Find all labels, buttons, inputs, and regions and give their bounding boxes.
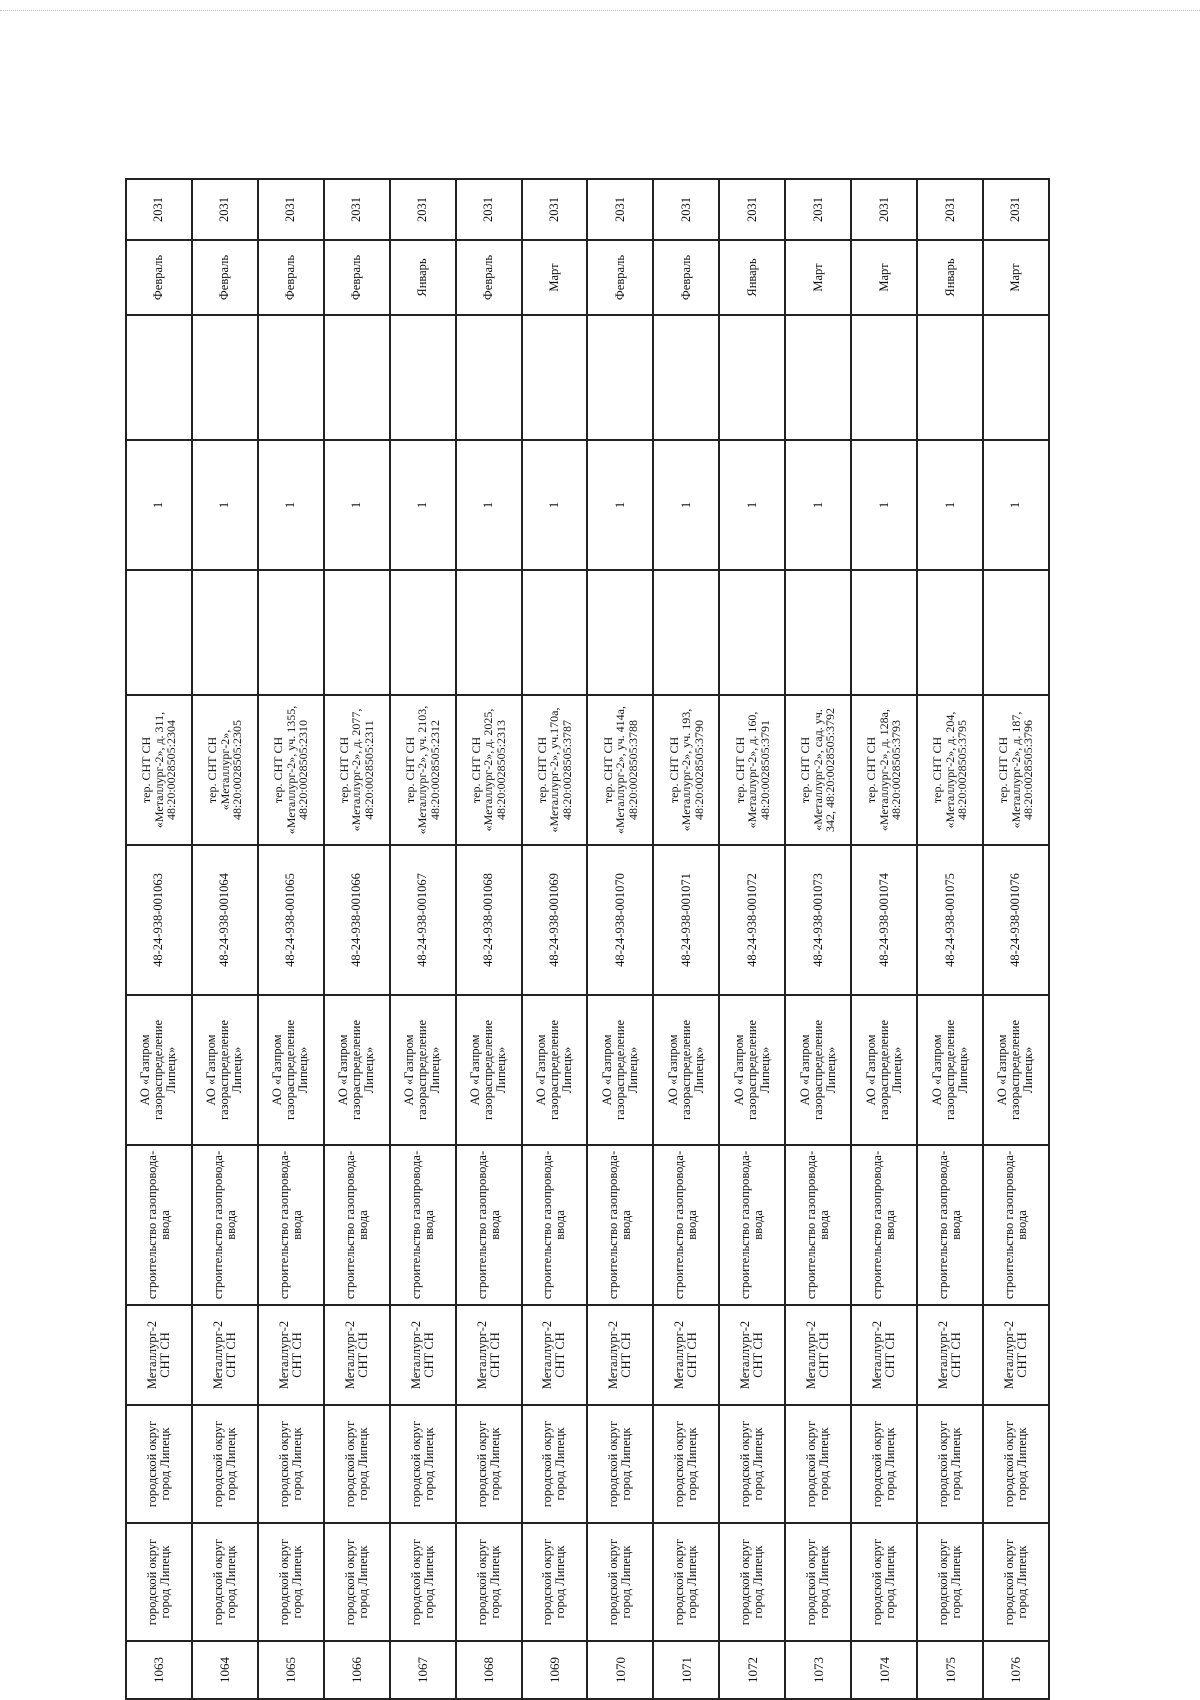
work-type-cell: строительство газопровода-ввода xyxy=(390,1145,456,1305)
municipal-district-cell: городской округ город Липецк xyxy=(719,1523,785,1641)
year-cell: 2031 xyxy=(390,179,456,240)
settlement-cell: городской округ город Липецк xyxy=(653,1405,719,1523)
year-cell: 2031 xyxy=(522,179,588,240)
empty-cell xyxy=(587,570,653,695)
year-cell: 2031 xyxy=(192,179,258,240)
gasification-schedule-table xyxy=(125,178,1050,1700)
organization-cell: АО «Газпром газораспределение Липецк» xyxy=(785,995,851,1145)
table-row xyxy=(917,179,983,1699)
organization-cell: АО «Газпром газораспределение Липецк» xyxy=(324,995,390,1145)
object-code-cell: 48-24-938-001066 xyxy=(324,845,390,995)
snt-name-cell: Металлург-2 СНТ СН xyxy=(324,1305,390,1405)
organization-cell: АО «Газпром газораспределение Липецк» xyxy=(192,995,258,1145)
snt-name-cell: Металлург-2 СНТ СН xyxy=(983,1305,1049,1405)
empty-cell xyxy=(126,315,192,440)
row-number-cell: 1065 xyxy=(258,1641,324,1699)
organization-cell: АО «Газпром газораспределение Липецк» xyxy=(917,995,983,1145)
empty-cell xyxy=(390,315,456,440)
count-cell: 1 xyxy=(851,440,917,570)
address-cell: тер. СНТ СН «Металлург-2», д. 2077, 48:20:0028505:2311 xyxy=(324,695,390,845)
work-type-cell: строительство газопровода-ввода xyxy=(192,1145,258,1305)
address-cell: тер. СНТ СН «Металлург-2», сад. уч. 342, 48:20:0028505:3792 xyxy=(785,695,851,845)
address-cell: тер. СНТ СН «Металлург-2», уч. 414а, 48:20:0028505:3788 xyxy=(587,695,653,845)
municipal-district-cell: городской округ город Липецк xyxy=(851,1523,917,1641)
empty-cell xyxy=(851,570,917,695)
empty-cell xyxy=(126,570,192,695)
empty-cell xyxy=(456,315,522,440)
snt-name-cell: Металлург-2 СНТ СН xyxy=(390,1305,456,1405)
object-code-cell: 48-24-938-001074 xyxy=(851,845,917,995)
empty-cell xyxy=(785,570,851,695)
organization-cell: АО «Газпром газораспределение Липецк» xyxy=(390,995,456,1145)
address-cell: тер. СНТ СН «Металлург-2», уч. 2103, 48:20:0028505:2312 xyxy=(390,695,456,845)
empty-cell xyxy=(719,315,785,440)
municipal-district-cell: городской округ город Липецк xyxy=(324,1523,390,1641)
empty-cell xyxy=(851,315,917,440)
count-cell: 1 xyxy=(917,440,983,570)
settlement-cell: городской округ город Липецк xyxy=(258,1405,324,1523)
table-row xyxy=(719,179,785,1699)
year-cell: 2031 xyxy=(587,179,653,240)
settlement-cell: городской округ город Липецк xyxy=(719,1405,785,1523)
month-cell: Февраль xyxy=(258,240,324,315)
municipal-district-cell: городской округ город Липецк xyxy=(456,1523,522,1641)
count-cell: 1 xyxy=(587,440,653,570)
settlement-cell: городской округ город Липецк xyxy=(324,1405,390,1523)
count-cell: 1 xyxy=(390,440,456,570)
object-code-cell: 48-24-938-001072 xyxy=(719,845,785,995)
scan-edge-line xyxy=(0,10,1200,11)
snt-name-cell: Металлург-2 СНТ СН xyxy=(719,1305,785,1405)
object-code-cell: 48-24-938-001069 xyxy=(522,845,588,995)
object-code-cell: 48-24-938-001076 xyxy=(983,845,1049,995)
table-row xyxy=(522,179,588,1699)
organization-cell: АО «Газпром газораспределение Липецк» xyxy=(983,995,1049,1145)
snt-name-cell: Металлург-2 СНТ СН xyxy=(917,1305,983,1405)
organization-cell: АО «Газпром газораспределение Липецк» xyxy=(126,995,192,1145)
empty-cell xyxy=(719,570,785,695)
year-cell: 2031 xyxy=(324,179,390,240)
settlement-cell: городской округ город Липецк xyxy=(192,1405,258,1523)
work-type-cell: строительство газопровода-ввода xyxy=(522,1145,588,1305)
year-cell: 2031 xyxy=(719,179,785,240)
snt-name-cell: Металлург-2 СНТ СН xyxy=(126,1305,192,1405)
empty-cell xyxy=(456,570,522,695)
municipal-district-cell: городской округ город Липецк xyxy=(587,1523,653,1641)
work-type-cell: строительство газопровода-ввода xyxy=(719,1145,785,1305)
year-cell: 2031 xyxy=(785,179,851,240)
empty-cell xyxy=(192,570,258,695)
object-code-cell: 48-24-938-001068 xyxy=(456,845,522,995)
row-number-cell: 1069 xyxy=(522,1641,588,1699)
municipal-district-cell: городской округ город Липецк xyxy=(983,1523,1049,1641)
month-cell: Январь xyxy=(917,240,983,315)
month-cell: Февраль xyxy=(126,240,192,315)
count-cell: 1 xyxy=(324,440,390,570)
empty-cell xyxy=(390,570,456,695)
row-number-cell: 1063 xyxy=(126,1641,192,1699)
count-cell: 1 xyxy=(456,440,522,570)
municipal-district-cell: городской округ город Липецк xyxy=(390,1523,456,1641)
table-body xyxy=(126,179,1049,1699)
year-cell: 2031 xyxy=(126,179,192,240)
empty-cell xyxy=(324,315,390,440)
address-cell: тер. СНТ СН «Металлург-2», д. 311, 48:20:0028505:2304 xyxy=(126,695,192,845)
row-number-cell: 1066 xyxy=(324,1641,390,1699)
settlement-cell: городской округ город Липецк xyxy=(851,1405,917,1523)
month-cell: Февраль xyxy=(192,240,258,315)
object-code-cell: 48-24-938-001075 xyxy=(917,845,983,995)
year-cell: 2031 xyxy=(258,179,324,240)
work-type-cell: строительство газопровода-ввода xyxy=(983,1145,1049,1305)
object-code-cell: 48-24-938-001064 xyxy=(192,845,258,995)
snt-name-cell: Металлург-2 СНТ СН xyxy=(587,1305,653,1405)
empty-cell xyxy=(785,315,851,440)
address-cell: тер. СНТ СН «Металлург-2», уч. 1355, 48:20:0028505:2310 xyxy=(258,695,324,845)
month-cell: Январь xyxy=(719,240,785,315)
work-type-cell: строительство газопровода-ввода xyxy=(126,1145,192,1305)
object-code-cell: 48-24-938-001070 xyxy=(587,845,653,995)
row-number-cell: 1071 xyxy=(653,1641,719,1699)
year-cell: 2031 xyxy=(983,179,1049,240)
snt-name-cell: Металлург-2 СНТ СН xyxy=(851,1305,917,1405)
empty-cell xyxy=(983,315,1049,440)
table-row xyxy=(851,179,917,1699)
row-number-cell: 1076 xyxy=(983,1641,1049,1699)
table-row xyxy=(126,179,192,1699)
table-row xyxy=(785,179,851,1699)
object-code-cell: 48-24-938-001065 xyxy=(258,845,324,995)
work-type-cell: строительство газопровода-ввода xyxy=(851,1145,917,1305)
count-cell: 1 xyxy=(126,440,192,570)
month-cell: Февраль xyxy=(653,240,719,315)
address-cell: тер. СНТ СН «Металлург-2», уч.170а, 48:20:0028505:3787 xyxy=(522,695,588,845)
work-type-cell: строительство газопровода-ввода xyxy=(456,1145,522,1305)
year-cell: 2031 xyxy=(917,179,983,240)
object-code-cell: 48-24-938-001073 xyxy=(785,845,851,995)
row-number-cell: 1064 xyxy=(192,1641,258,1699)
address-cell: тер. СНТ СН «Металлург-2», д. 187, 48:20:0028505:3796 xyxy=(983,695,1049,845)
municipal-district-cell: городской округ город Липецк xyxy=(522,1523,588,1641)
address-cell: тер. СНТ СН «Металлург-2», 48:20:0028505:2305 xyxy=(192,695,258,845)
empty-cell xyxy=(917,570,983,695)
count-cell: 1 xyxy=(983,440,1049,570)
snt-name-cell: Металлург-2 СНТ СН xyxy=(258,1305,324,1405)
year-cell: 2031 xyxy=(851,179,917,240)
row-number-cell: 1068 xyxy=(456,1641,522,1699)
municipal-district-cell: городской округ город Липецк xyxy=(126,1523,192,1641)
empty-cell xyxy=(324,570,390,695)
address-cell: тер. СНТ СН «Металлург-2», д. 160, 48:20:0028505:3791 xyxy=(719,695,785,845)
rotated-page xyxy=(125,140,1200,1683)
work-type-cell: строительство газопровода-ввода xyxy=(785,1145,851,1305)
table-row xyxy=(456,179,522,1699)
count-cell: 1 xyxy=(719,440,785,570)
row-number-cell: 1073 xyxy=(785,1641,851,1699)
object-code-cell: 48-24-938-001063 xyxy=(126,845,192,995)
empty-cell xyxy=(522,570,588,695)
settlement-cell: городской округ город Липецк xyxy=(456,1405,522,1523)
object-code-cell: 48-24-938-001071 xyxy=(653,845,719,995)
settlement-cell: городской округ город Липецк xyxy=(522,1405,588,1523)
organization-cell: АО «Газпром газораспределение Липецк» xyxy=(719,995,785,1145)
settlement-cell: городской округ город Липецк xyxy=(126,1405,192,1523)
month-cell: Февраль xyxy=(587,240,653,315)
row-number-cell: 1075 xyxy=(917,1641,983,1699)
table-row xyxy=(324,179,390,1699)
table-row xyxy=(390,179,456,1699)
municipal-district-cell: городской округ город Липецк xyxy=(653,1523,719,1641)
organization-cell: АО «Газпром газораспределение Липецк» xyxy=(456,995,522,1145)
table-row xyxy=(587,179,653,1699)
rotated-page-inner xyxy=(125,197,1050,1700)
row-number-cell: 1072 xyxy=(719,1641,785,1699)
row-number-cell: 1070 xyxy=(587,1641,653,1699)
work-type-cell: строительство газопровода-ввода xyxy=(258,1145,324,1305)
count-cell: 1 xyxy=(785,440,851,570)
organization-cell: АО «Газпром газораспределение Липецк» xyxy=(522,995,588,1145)
settlement-cell: городской округ город Липецк xyxy=(917,1405,983,1523)
table-row xyxy=(983,179,1049,1699)
table-row xyxy=(192,179,258,1699)
address-cell: тер. СНТ СН «Металлург-2», уч. 193, 48:20:0028505:3790 xyxy=(653,695,719,845)
snt-name-cell: Металлург-2 СНТ СН xyxy=(785,1305,851,1405)
municipal-district-cell: городской округ город Липецк xyxy=(258,1523,324,1641)
snt-name-cell: Металлург-2 СНТ СН xyxy=(456,1305,522,1405)
empty-cell xyxy=(522,315,588,440)
count-cell: 1 xyxy=(258,440,324,570)
empty-cell xyxy=(983,570,1049,695)
object-code-cell: 48-24-938-001067 xyxy=(390,845,456,995)
empty-cell xyxy=(917,315,983,440)
snt-name-cell: Металлург-2 СНТ СН xyxy=(192,1305,258,1405)
organization-cell: АО «Газпром газораспределение Липецк» xyxy=(851,995,917,1145)
count-cell: 1 xyxy=(653,440,719,570)
month-cell: Март xyxy=(983,240,1049,315)
empty-cell xyxy=(258,570,324,695)
month-cell: Март xyxy=(851,240,917,315)
settlement-cell: городской округ город Липецк xyxy=(785,1405,851,1523)
municipal-district-cell: городской округ город Липецк xyxy=(192,1523,258,1641)
organization-cell: АО «Газпром газораспределение Липецк» xyxy=(653,995,719,1145)
address-cell: тер. СНТ СН «Металлург-2», д. 128а, 48:20:0028505:3793 xyxy=(851,695,917,845)
settlement-cell: городской округ город Липецк xyxy=(587,1405,653,1523)
count-cell: 1 xyxy=(192,440,258,570)
month-cell: Февраль xyxy=(324,240,390,315)
empty-cell xyxy=(192,315,258,440)
snt-name-cell: Металлург-2 СНТ СН xyxy=(653,1305,719,1405)
settlement-cell: городской округ город Липецк xyxy=(983,1405,1049,1523)
work-type-cell: строительство газопровода-ввода xyxy=(587,1145,653,1305)
organization-cell: АО «Газпром газораспределение Липецк» xyxy=(587,995,653,1145)
work-type-cell: строительство газопровода-ввода xyxy=(917,1145,983,1305)
month-cell: Март xyxy=(522,240,588,315)
row-number-cell: 1067 xyxy=(390,1641,456,1699)
row-number-cell: 1074 xyxy=(851,1641,917,1699)
empty-cell xyxy=(587,315,653,440)
snt-name-cell: Металлург-2 СНТ СН xyxy=(522,1305,588,1405)
table-row xyxy=(258,179,324,1699)
work-type-cell: строительство газопровода-ввода xyxy=(324,1145,390,1305)
month-cell: Март xyxy=(785,240,851,315)
address-cell: тер. СНТ СН «Металлург-2», д. 204, 48:20:0028505:3795 xyxy=(917,695,983,845)
municipal-district-cell: городской округ город Липецк xyxy=(785,1523,851,1641)
table-row xyxy=(653,179,719,1699)
municipal-district-cell: городской округ город Липецк xyxy=(917,1523,983,1641)
count-cell: 1 xyxy=(522,440,588,570)
empty-cell xyxy=(653,315,719,440)
address-cell: тер. СНТ СН «Металлург-2», д. 2025, 48:20:0028505:2313 xyxy=(456,695,522,845)
empty-cell xyxy=(258,315,324,440)
organization-cell: АО «Газпром газораспределение Липецк» xyxy=(258,995,324,1145)
work-type-cell: строительство газопровода-ввода xyxy=(653,1145,719,1305)
month-cell: Январь xyxy=(390,240,456,315)
empty-cell xyxy=(653,570,719,695)
year-cell: 2031 xyxy=(653,179,719,240)
month-cell: Февраль xyxy=(456,240,522,315)
year-cell: 2031 xyxy=(456,179,522,240)
settlement-cell: городской округ город Липецк xyxy=(390,1405,456,1523)
